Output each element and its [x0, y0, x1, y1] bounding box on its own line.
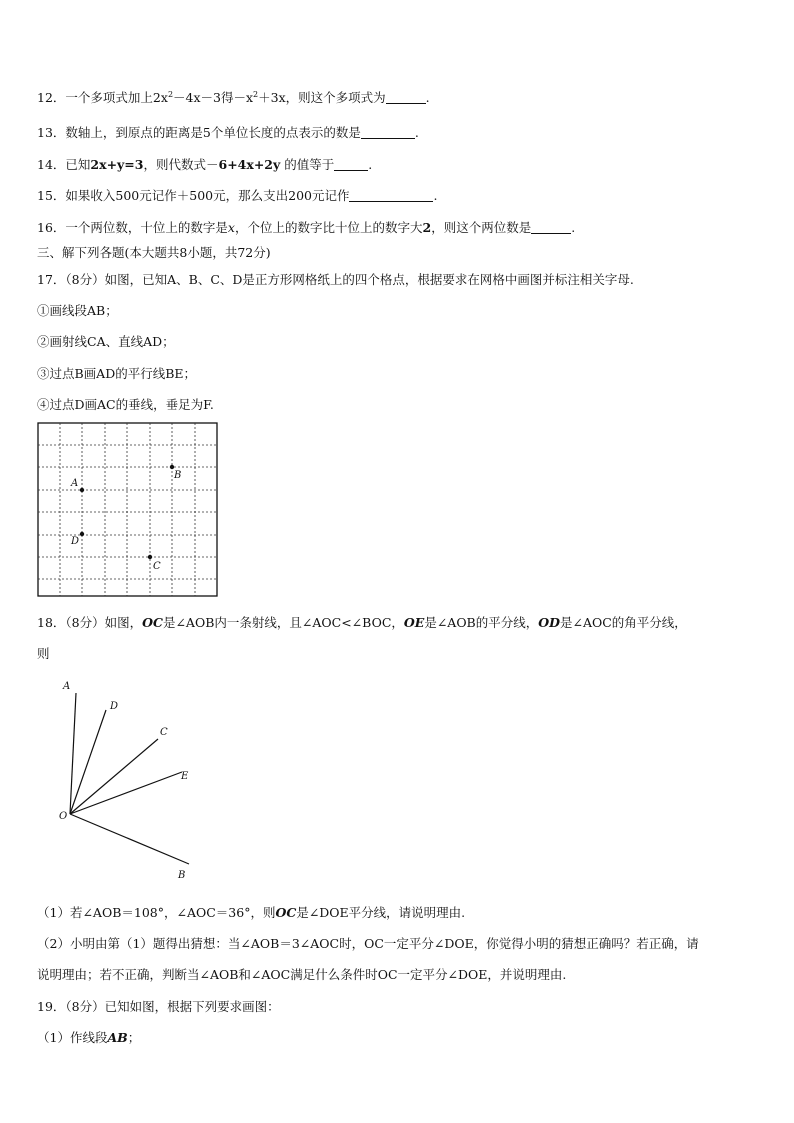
label-d: D	[110, 701, 119, 712]
label-e: E	[181, 771, 189, 782]
label-a: A	[71, 478, 79, 489]
label-c: C	[153, 561, 161, 572]
question-18-stem: 18．（8分）如图，OC是∠AOB内一条射线，且∠AOC<∠BOC，OE是∠AOB的平分线，OD是∠AOC的角平分线，	[37, 615, 687, 630]
question-number: 15．	[37, 188, 66, 203]
question-19-stem: 19．（8分）已知如图，根据下列要求画图：	[37, 999, 280, 1014]
label-a: A	[63, 681, 71, 692]
question-13: 13．数轴上，到原点的距离是5个单位长度的点表示的数是 .	[37, 125, 419, 140]
q19-part-1: （1）作线段AB；	[37, 1030, 141, 1045]
question-18-stem-cont: 则	[37, 646, 50, 661]
q17-step-4: ④过点D画AC的垂线，垂足为F.	[37, 397, 214, 412]
point-b	[170, 465, 174, 469]
answer-blank[interactable]	[361, 126, 415, 139]
answer-blank[interactable]	[386, 91, 426, 104]
q18-part-2-line-2: 说明理由；若不正确，判断当∠AOB和∠AOC满足什么条件时OC一定平分∠DOE，并说明理由.	[37, 967, 567, 982]
question-number: 16．	[37, 220, 66, 235]
grid-border	[38, 423, 217, 596]
q17-step-3: ③过点B画AD的平行线BE；	[37, 366, 197, 381]
ray-oe	[70, 772, 182, 814]
point-d	[80, 532, 84, 536]
q18-angle-figure	[55, 676, 205, 886]
q17-step-1: ①画线段AB；	[37, 303, 118, 318]
ray-ob	[70, 814, 189, 864]
answer-blank[interactable]	[334, 158, 368, 171]
q18-part-2-line-1: （2）小明由第（1）题得出猜想：当∠AOB＝3∠AOC时，OC一定平分∠DOE，你觉得小明的猜想正确吗？若正确，请	[37, 936, 699, 951]
q17-grid-figure	[37, 422, 219, 598]
question-14: 14．已知2x+y=3，则代数式－6+4x+2y 的值等于 .	[37, 157, 373, 172]
label-c: C	[160, 727, 168, 738]
section-heading: 三、解下列各题(本大题共8小题，共72分)	[37, 245, 271, 260]
question-number: 12．	[37, 90, 66, 105]
question-17-stem: 17．（8分）如图，已知A、B、C、D是正方形网格纸上的四个格点，根据要求在网格中画图并标注相关字母.	[37, 272, 634, 287]
ray-oa	[70, 693, 76, 814]
answer-blank[interactable]	[349, 189, 433, 202]
question-15: 15．如果收入500元记作＋500元，那么支出200元记作 .	[37, 188, 438, 203]
question-16: 16．一个两位数，十位上的数字是x，个位上的数字比十位上的数字大2，则这个两位数是 .	[37, 220, 576, 235]
question-number: 14．	[37, 157, 66, 172]
q18-part-1: （1）若∠AOB＝108°，∠AOC＝36°，则OC是∠DOE平分线，请说明理由.	[37, 905, 466, 920]
q17-step-2: ②画射线CA、直线AD；	[37, 334, 175, 349]
label-b: B	[174, 470, 182, 481]
question-number: 13．	[37, 125, 66, 140]
label-b: B	[178, 870, 186, 881]
label-d: D	[71, 536, 80, 547]
answer-blank[interactable]	[531, 221, 571, 234]
question-12: 12．一个多项式加上$2x^2-4x-3$得$-x^2+3x$，则这个多项式为 .	[37, 90, 430, 105]
grid-lines	[38, 423, 217, 596]
label-o: O	[59, 811, 68, 822]
point-c	[148, 555, 152, 559]
point-a	[80, 488, 84, 492]
